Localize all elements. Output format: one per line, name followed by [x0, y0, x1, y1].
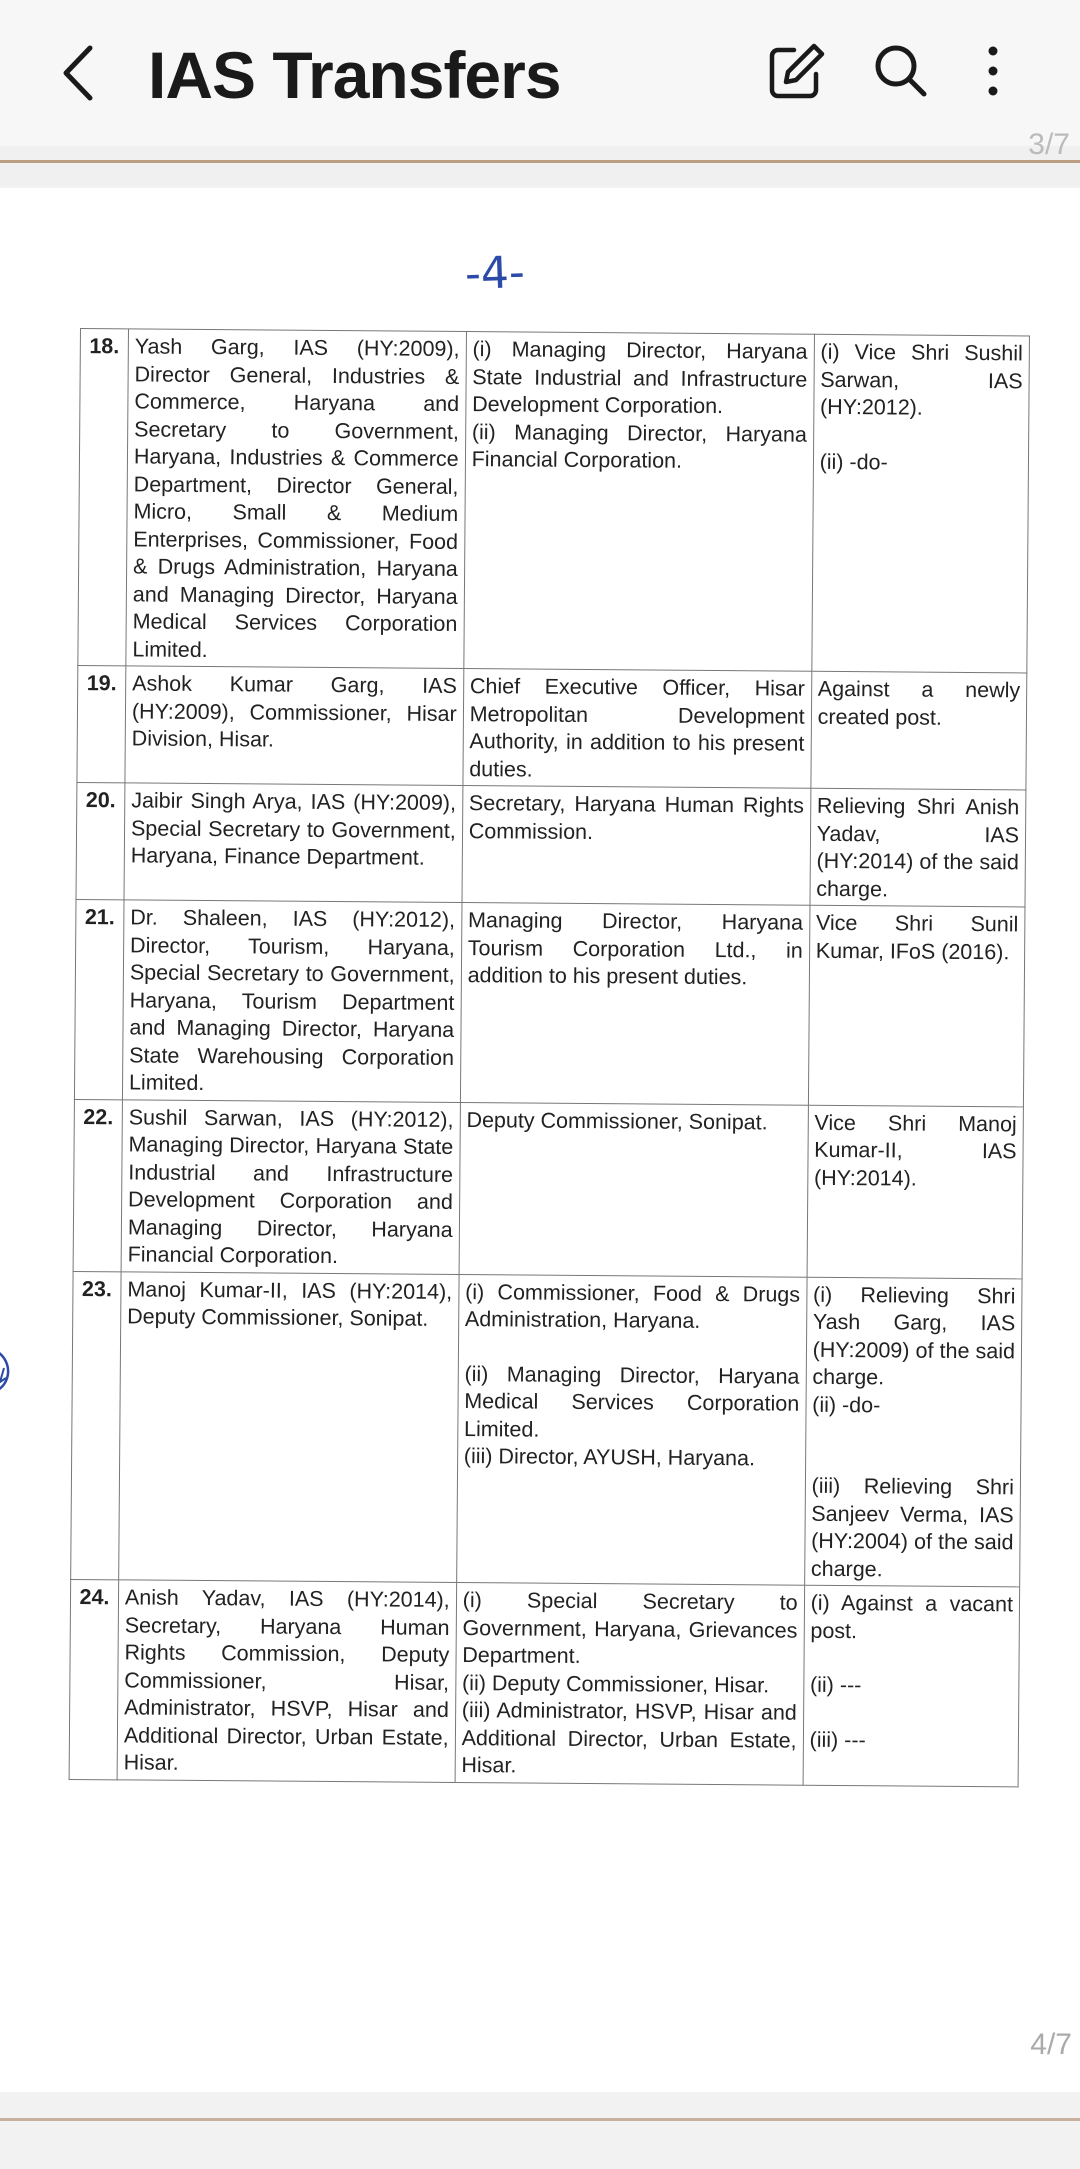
officer-cell: Ashok Kumar Garg, IAS (HY:2009), Commissioner, Hisar Division, Hisar. [125, 666, 464, 786]
page-edge-line [0, 160, 1080, 163]
edit-icon [758, 34, 832, 108]
more-options-button[interactable] [956, 34, 1030, 108]
margin-pen-mark [0, 1338, 40, 1408]
posting-cell [464, 332, 815, 672]
vice-line: Against a newly created post. [817, 676, 1021, 730]
vice-line: (ii) -do- [819, 449, 888, 474]
table-row [76, 782, 1026, 906]
posting-line: Managing Director, Haryana Tourism Corporation Ltd., in addition to his present duties. [467, 908, 804, 990]
vice-line: (i) Vice Shri Sushil Sarwan, IAS (HY:2012). [819, 339, 1023, 420]
search-icon [864, 34, 938, 108]
page-indicator: 4/7 [1030, 2028, 1072, 2061]
vice-line: (ii) -do- [812, 1392, 881, 1417]
serial-number: 20. [76, 782, 125, 899]
vice-line: Relieving Shri Anish Yadav, IAS (HY:2014) of the said charge. [816, 793, 1020, 901]
serial-number: 18. [78, 329, 129, 666]
officer-cell: Manoj Kumar-II, IAS (HY:2014), Deputy Commissioner, Sonipat. [119, 1271, 459, 1582]
officer-cell: Jaibir Singh Arya, IAS (HY:2009), Special Secretary to Government, Haryana, Finance Department. [124, 783, 463, 903]
handwritten-page-number: -4- [464, 246, 526, 301]
chevron-left-icon [50, 38, 110, 108]
document-title: IAS Transfers [148, 38, 561, 112]
search-button[interactable] [864, 34, 938, 108]
page-edge-line [0, 2118, 1080, 2121]
posting-cell [459, 1102, 808, 1277]
officer-cell: Sushil Sarwan, IAS (HY:2012), Managing Director, Haryana State Industrial and Infrastructure Development Corporation and Managing Director, Haryana Financial Corporation. [121, 1099, 460, 1274]
vice-line: (iii) Relieving Shri Sanjeev Verma, IAS (HY:2004) of the said charge. [810, 1473, 1015, 1581]
table-row [69, 1579, 1020, 1786]
posting-line: (ii) Managing Director, Haryana Financial Corporation. [471, 419, 807, 473]
posting-line: (i) Special Secretary to Government, Haryana, Grievances Department. [462, 1588, 798, 1668]
posting-cell [455, 1582, 805, 1784]
posting-line: Chief Executive Officer, Hisar Metropolitan Development Authority, in addition to his present duties. [469, 674, 805, 782]
vice-cell [811, 671, 1027, 790]
table-row [74, 899, 1025, 1106]
edit-button[interactable] [758, 34, 832, 108]
posting-line: Secretary, Haryana Human Rights Commission. [468, 791, 805, 844]
posting-cell [456, 1274, 806, 1585]
vice-line: (ii) --- [809, 1672, 862, 1698]
posting-line: (i) Commissioner, Food & Drugs Administration, Haryana. [464, 1279, 801, 1333]
previous-page-indicator: 3/7 [1028, 128, 1070, 161]
posting-cell [460, 903, 810, 1105]
serial-number: 23. [71, 1271, 121, 1580]
next-page-edge [0, 2092, 1080, 2169]
officer-cell: Anish Yadav, IAS (HY:2014), Secretary, Haryana Human Rights Commission, Deputy Commissioner, Hisar, Administrator, HSVP, Hisar and Additional Director, Urban Estate, Hisar. [117, 1580, 456, 1782]
table-row [71, 1271, 1022, 1587]
posting-line: Deputy Commissioner, Sonipat. [466, 1107, 768, 1134]
officer-cell: Dr. Shaleen, IAS (HY:2012), Director, Tourism, Haryana, Special Secretary to Government, Haryana, Tourism Department and Managing Director, Haryana State Warehousing Corporation Limited. [122, 900, 461, 1102]
vice-cell [807, 1105, 1024, 1279]
posting-line: (ii) Deputy Commissioner, Hisar. [461, 1670, 770, 1697]
vice-line: (i) Relieving Shri Yash Garg, IAS (HY:2009) of the said charge. [812, 1282, 1016, 1390]
vice-cell [810, 788, 1026, 907]
back-button[interactable] [50, 38, 110, 108]
table-row [73, 1099, 1023, 1278]
posting-cell [463, 669, 812, 789]
posting-line: (ii) Managing Director, Haryana Medical Services Corporation Limited. [463, 1361, 800, 1442]
posting-line: (iii) Director, AYUSH, Haryana. [463, 1444, 756, 1471]
vice-cell [808, 905, 1025, 1106]
app-bar [0, 0, 1080, 147]
more-vertical-icon [956, 34, 1030, 108]
vice-cell [804, 1277, 1022, 1587]
serial-number: 24. [69, 1579, 119, 1779]
serial-number: 22. [73, 1099, 122, 1271]
vice-cell [803, 1585, 1020, 1786]
vice-line: (i) Against a vacant post. [810, 1590, 1014, 1643]
table-row [78, 329, 1030, 673]
officer-cell: Yash Garg, IAS (HY:2009), Director General, Industries & Commerce, Haryana and Secretary to Government, Haryana, Industries & Commerce Department, Director General, Micro, Small & Medium Enterprises, Commissioner, Food & Drugs Administration, Haryana and Managing Director, Haryana Medical Services Corporation Limited. [126, 329, 466, 669]
serial-number: 21. [74, 899, 124, 1099]
table-row [77, 665, 1027, 789]
serial-number: 19. [77, 665, 126, 782]
vice-cell [811, 334, 1029, 673]
posting-line: (i) Managing Director, Haryana State Industrial and Infrastructure Development Corporation. [472, 337, 808, 419]
transfer-table [69, 328, 1030, 1787]
vice-line: Vice Shri Manoj Kumar-II, IAS (HY:2014). [813, 1110, 1017, 1191]
vice-line: (iii) --- [809, 1727, 866, 1752]
vice-line: Vice Shri Sunil Kumar, IFoS (2016). [815, 910, 1019, 964]
previous-page-edge [0, 128, 1080, 186]
document-page[interactable] [0, 188, 1080, 2092]
posting-cell [462, 786, 811, 906]
posting-line: (iii) Administrator, HSVP, Hisar and Additional Director, Urban Estate, Hisar. [461, 1698, 797, 1778]
